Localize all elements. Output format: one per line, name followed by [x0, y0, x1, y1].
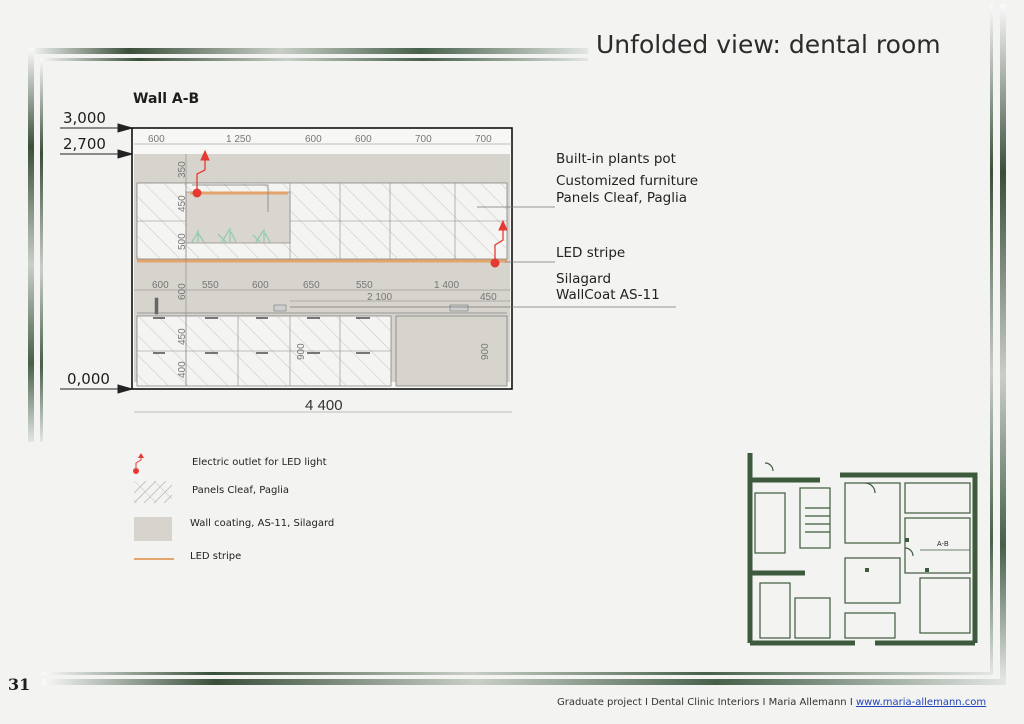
footer: [557, 697, 986, 708]
orange-line: [134, 558, 174, 560]
dim-label: 600: [177, 283, 188, 300]
dim-label: 500: [177, 233, 188, 250]
legend-item-label: Wall coating, AS-11, Silagard: [190, 518, 335, 529]
dim-label: 600: [148, 134, 165, 145]
footer-website-link[interactable]: www.maria-allemann.com: [855, 697, 987, 708]
dim-label: 1 250: [226, 134, 252, 145]
dim-label: 550: [202, 280, 219, 291]
callout-panels: Panels Cleaf, Paglia: [556, 190, 687, 206]
dim-label: 350: [177, 161, 188, 178]
total-width-label: 4 400: [305, 397, 343, 414]
lower-cabinets: [137, 313, 507, 386]
level-label-0000: 0,000: [67, 370, 110, 388]
dim-label: 450: [480, 292, 497, 303]
page-title: Unfolded view: dental room: [596, 30, 941, 59]
legend-item-label: Electric outlet for LED light: [192, 457, 327, 468]
dim-label: 550: [356, 280, 373, 291]
legend-item-label: LED stripe: [190, 551, 242, 562]
wall-label: Wall A-B: [133, 91, 200, 107]
dim-label: 450: [177, 328, 188, 345]
floor-plan: [745, 448, 980, 648]
callout-furniture: Customized furniture: [556, 173, 699, 189]
page-number: 31: [8, 675, 31, 694]
dim-label: 700: [475, 134, 492, 145]
dim-label: 600: [252, 280, 269, 291]
level-markers: [60, 124, 132, 393]
outlet-arrow-icon: [132, 453, 146, 475]
legend-item-label: Panels Cleaf, Paglia: [192, 485, 290, 496]
dim-label: 450: [177, 195, 188, 212]
footer-text: Graduate project I Dental Clinic Interiors I Maria Allemann I: [557, 697, 856, 708]
dim-label: 600: [305, 134, 322, 145]
plan-room-label: A-B: [937, 541, 949, 548]
callout-plants-pot: Built-in plants pot: [556, 151, 676, 167]
dim-label: 1 400: [434, 280, 460, 291]
dim-label: 650: [303, 280, 320, 291]
dim-label: 600: [152, 280, 169, 291]
dim-label: 2 100: [367, 292, 393, 303]
level-label-3000: 3,000: [63, 109, 106, 127]
dim-label: 900: [296, 343, 307, 360]
legend: [130, 445, 390, 575]
hatch-swatch: [134, 481, 172, 503]
callout-led: LED stripe: [556, 245, 626, 261]
plants-pot: [186, 192, 290, 243]
dim-label: 600: [355, 134, 372, 145]
dim-label: 400: [177, 361, 188, 378]
grey-swatch: [134, 517, 172, 541]
dim-label: 900: [480, 343, 491, 360]
level-label-2700: 2,700: [63, 135, 106, 153]
dim-label: 700: [415, 134, 432, 145]
callout-silagard: Silagard: [556, 271, 612, 287]
callout-wallcoat: WallCoat AS-11: [556, 287, 660, 303]
